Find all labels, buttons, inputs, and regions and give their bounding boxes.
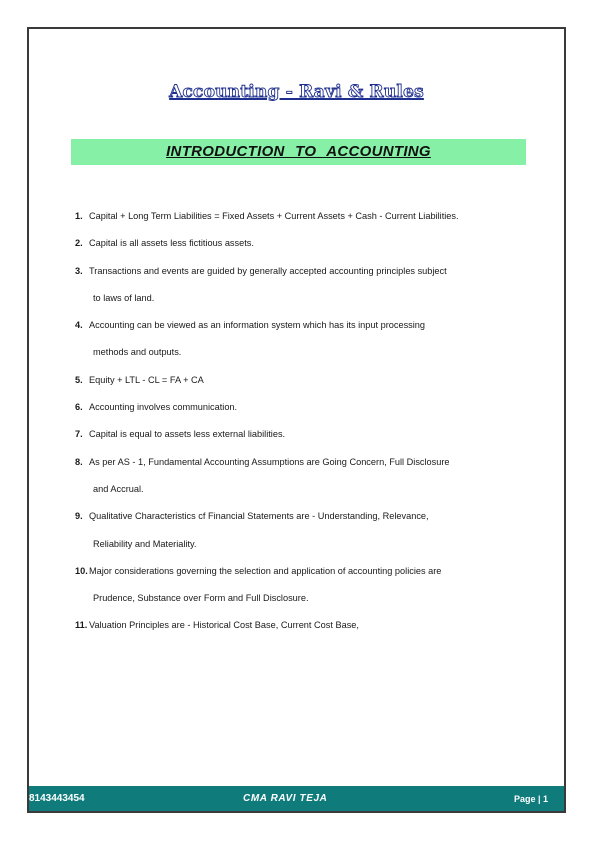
list-item-text: Valuation Principles are - Historical Cost Base, Current Cost Base, [89, 620, 359, 631]
list-item [75, 421, 525, 448]
list-item-number: 1. [75, 211, 83, 221]
list-item-line [75, 612, 525, 639]
list-item-line [75, 258, 525, 285]
list-item [75, 258, 525, 313]
document-title [29, 82, 564, 102]
list-item-number: 9. [75, 511, 83, 522]
list-item-text: Capital + Long Term Liabilities = Fixed Assets + Current Assets + Cash - Current Liabilities. [89, 211, 459, 221]
list-item-number: 2. [75, 238, 83, 249]
list-item [75, 230, 525, 257]
list-item [75, 203, 525, 230]
section-heading: INTRODUCTION TO ACCOUNTING [166, 143, 431, 160]
list-item-line [75, 558, 525, 585]
list-item [75, 394, 525, 421]
footer-author: CMA RAVI TEJA [243, 793, 328, 804]
list-item-continuation: Prudence, Substance over Form and Full Disclosure. [93, 593, 309, 604]
list-item-text: Transactions and events are guided by generally accepted accounting principles subject [89, 265, 447, 276]
list-item [75, 558, 525, 613]
list-item-number: 6. [75, 402, 83, 413]
list-item-number: 8. [75, 456, 83, 467]
list-item-text: Capital is all assets less fictitious assets. [89, 238, 254, 249]
list-item-number: 4. [75, 320, 83, 331]
list-item-line [75, 367, 525, 394]
document-title-text: Accounting - Ravi & Rules [169, 82, 424, 102]
list-item-number: 10. [75, 565, 88, 576]
list-item [75, 367, 525, 394]
list-item-continuation: and Accrual. [93, 483, 144, 494]
page-footer [29, 786, 564, 811]
list-item [75, 503, 525, 558]
list-item-line [75, 503, 525, 530]
rules-list [75, 203, 525, 640]
list-item-text: Accounting can be viewed as an information system which has its input processing [89, 320, 426, 331]
list-item-number: 3. [75, 265, 83, 276]
list-item-continuation: Reliability and Materiality. [93, 538, 197, 549]
list-item-text: Equity + LTL - CL = FA + CA [89, 374, 204, 385]
list-item-line [75, 203, 525, 230]
footer-phone: 8143443454 [29, 793, 85, 804]
list-item-text: Major considerations governing the selection and application of accounting policies are [89, 565, 442, 576]
list-item-number: 11. [75, 620, 88, 631]
list-item-number: 7. [75, 429, 83, 440]
list-item-line [75, 312, 525, 339]
list-item [75, 612, 525, 639]
list-item-line [75, 421, 525, 448]
list-item-number: 5. [75, 374, 83, 385]
section-banner [71, 139, 526, 165]
list-item-line [75, 230, 525, 257]
footer-page-number: Page | 1 [513, 794, 548, 804]
list-item-line [75, 449, 525, 476]
list-item [75, 312, 525, 367]
list-item-continuation: methods and outputs. [93, 347, 182, 358]
list-item-text: As per AS - 1, Fundamental Accounting Assumptions are Going Concern, Full Disclosure [89, 456, 450, 467]
list-item-text: Capital is equal to assets less external liabilities. [89, 429, 286, 440]
list-item-continuation: to laws of land. [93, 292, 155, 303]
page-frame [27, 27, 566, 813]
list-item-line [75, 394, 525, 421]
list-item-text: Qualitative Characteristics cf Financial Statements are - Understanding, Relevance, [89, 511, 429, 522]
list-item [75, 449, 525, 504]
list-item-text: Accounting involves communication. [89, 402, 238, 413]
